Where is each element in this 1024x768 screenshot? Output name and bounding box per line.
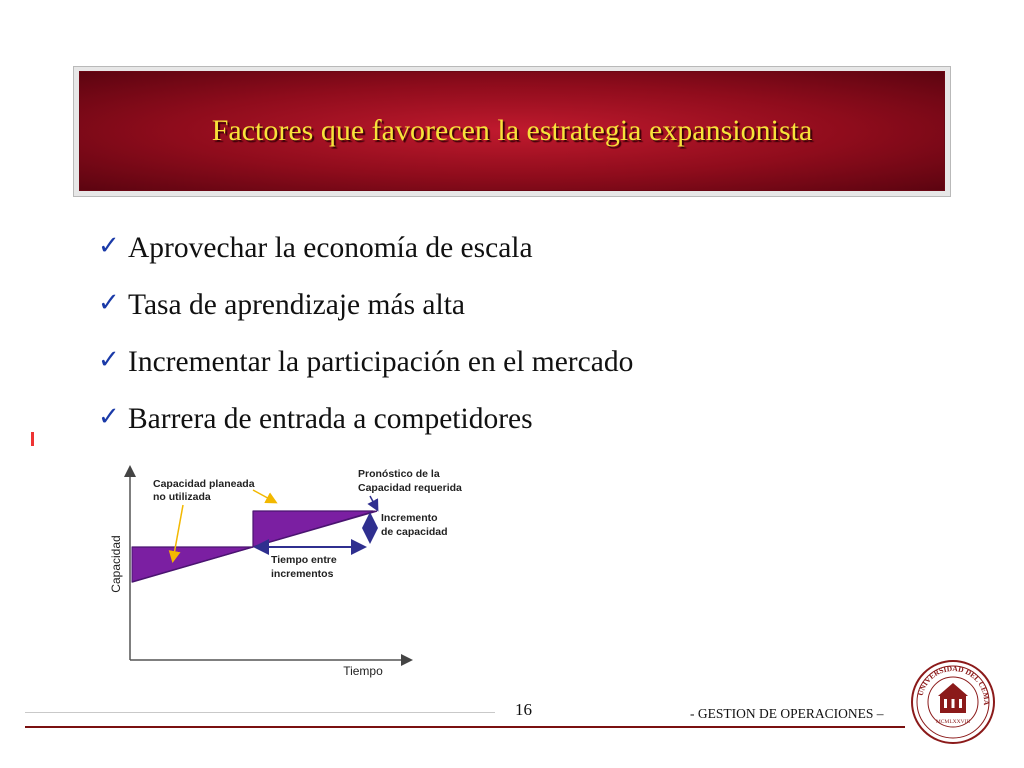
- bullet-list: [98, 232, 633, 460]
- time-label: Tiempo entre: [271, 554, 337, 566]
- forecast-pointer: [370, 496, 377, 509]
- check-icon: ✓: [98, 402, 120, 432]
- university-seal: [910, 659, 996, 745]
- bullet-item: [98, 289, 633, 346]
- callout-arrow: [253, 490, 275, 502]
- slide-title: Factores que favorecen la estrategia expansionista: [211, 114, 813, 147]
- forecast-label: Capacidad requerida: [358, 482, 462, 494]
- bullet-item: [98, 403, 633, 460]
- footer-divider-top: [25, 712, 495, 713]
- bullet-text: Tasa de aprendizaje más alta: [128, 289, 466, 321]
- bullet-text: Barrera de entrada a competidores: [128, 403, 533, 435]
- time-label: incrementos: [271, 568, 334, 580]
- unused-label: no utilizada: [153, 491, 211, 503]
- x-axis-label: Tiempo: [343, 664, 383, 678]
- title-banner: [80, 72, 944, 190]
- footer-divider-bottom: [25, 726, 905, 728]
- check-icon: ✓: [98, 288, 120, 318]
- bullet-text: Aprovechar la economía de escala: [128, 232, 533, 264]
- increment-label: Incremento: [381, 512, 438, 524]
- seal-ring-text: UNIVERSIDAD DEL CEMA: [915, 663, 992, 706]
- increment-label: de capacidad: [381, 526, 448, 538]
- bullet-text: Incrementar la participación en el mercado: [128, 346, 634, 378]
- bullet-item: [98, 346, 633, 403]
- footer-course: - GESTION DE OPERACIONES –: [690, 706, 884, 721]
- seal-year: MCMLXXVIII: [935, 719, 971, 725]
- y-axis-label: Capacidad: [109, 535, 123, 593]
- red-mark: [31, 432, 34, 446]
- unused-label: Capacidad planeada: [153, 478, 255, 490]
- capacity-diagram: [105, 460, 485, 685]
- page-number: 16: [515, 700, 532, 719]
- check-icon: ✓: [98, 345, 120, 375]
- forecast-label: Pronóstico de la: [358, 468, 440, 480]
- bullet-item: [98, 232, 633, 289]
- check-icon: ✓: [98, 231, 120, 261]
- title-frame: [73, 66, 951, 197]
